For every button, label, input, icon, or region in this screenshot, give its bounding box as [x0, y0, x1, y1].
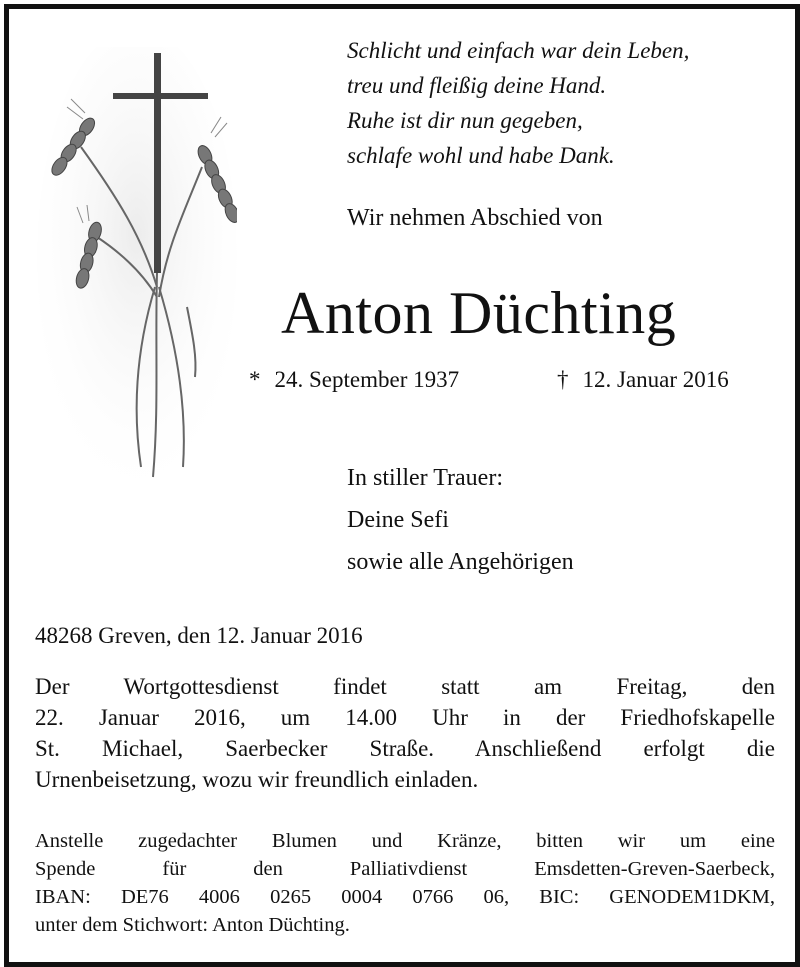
farewell-intro: Wir nehmen Abschied von	[347, 205, 603, 231]
donation-line: Anstelle zugedachter Blumen und Kränze, bitten wir um eine	[35, 830, 775, 852]
poem	[347, 33, 787, 173]
service-line: Der Wortgottesdienst findet statt am Freitag, den	[35, 674, 775, 699]
service-line: St. Michael, Saerbecker Straße. Anschließend erfolgt die	[35, 736, 775, 761]
death-date-text: 12. Januar 2016	[582, 367, 729, 392]
birth-date	[249, 367, 459, 393]
mourners	[347, 457, 574, 583]
service-line: 22. Januar 2016, um 14.00 Uhr in der Friedhofskapelle	[35, 705, 775, 730]
birth-symbol: *	[249, 367, 261, 392]
poem-line: Schlicht und einfach war dein Leben,	[347, 38, 690, 63]
mourner-line: Deine Sefi	[347, 507, 449, 533]
donation-paragraph	[35, 827, 775, 939]
death-date	[557, 367, 729, 393]
donation-line: unter dem Stichwort: Anton Düchting.	[35, 914, 350, 936]
mourner-line: sowie alle Angehörigen	[347, 549, 574, 575]
donation-line: IBAN: DE76 4006 0265 0004 0766 06, BIC: GENODEM1DKM,	[35, 886, 775, 908]
poem-line: treu und fleißig deine Hand.	[347, 73, 607, 98]
birth-date-text: 24. September 1937	[274, 367, 460, 392]
mourner-line: In stiller Trauer:	[347, 465, 503, 491]
obituary-notice	[4, 4, 800, 967]
deceased-name: Anton Düchting	[281, 280, 677, 346]
poem-line: schlafe wohl und habe Dank.	[347, 143, 615, 168]
service-line: Urnenbeisetzung, wozu wir freundlich einladen.	[35, 767, 479, 792]
cross-with-wheat-icon	[37, 47, 237, 487]
poem-line: Ruhe ist dir nun gegeben,	[347, 108, 583, 133]
service-paragraph	[35, 671, 775, 795]
death-symbol: †	[557, 367, 569, 392]
place-and-date: 48268 Greven, den 12. Januar 2016	[35, 623, 363, 648]
donation-line: Spende für den Palliativdienst Emsdetten-Greven-Saerbeck,	[35, 858, 775, 880]
